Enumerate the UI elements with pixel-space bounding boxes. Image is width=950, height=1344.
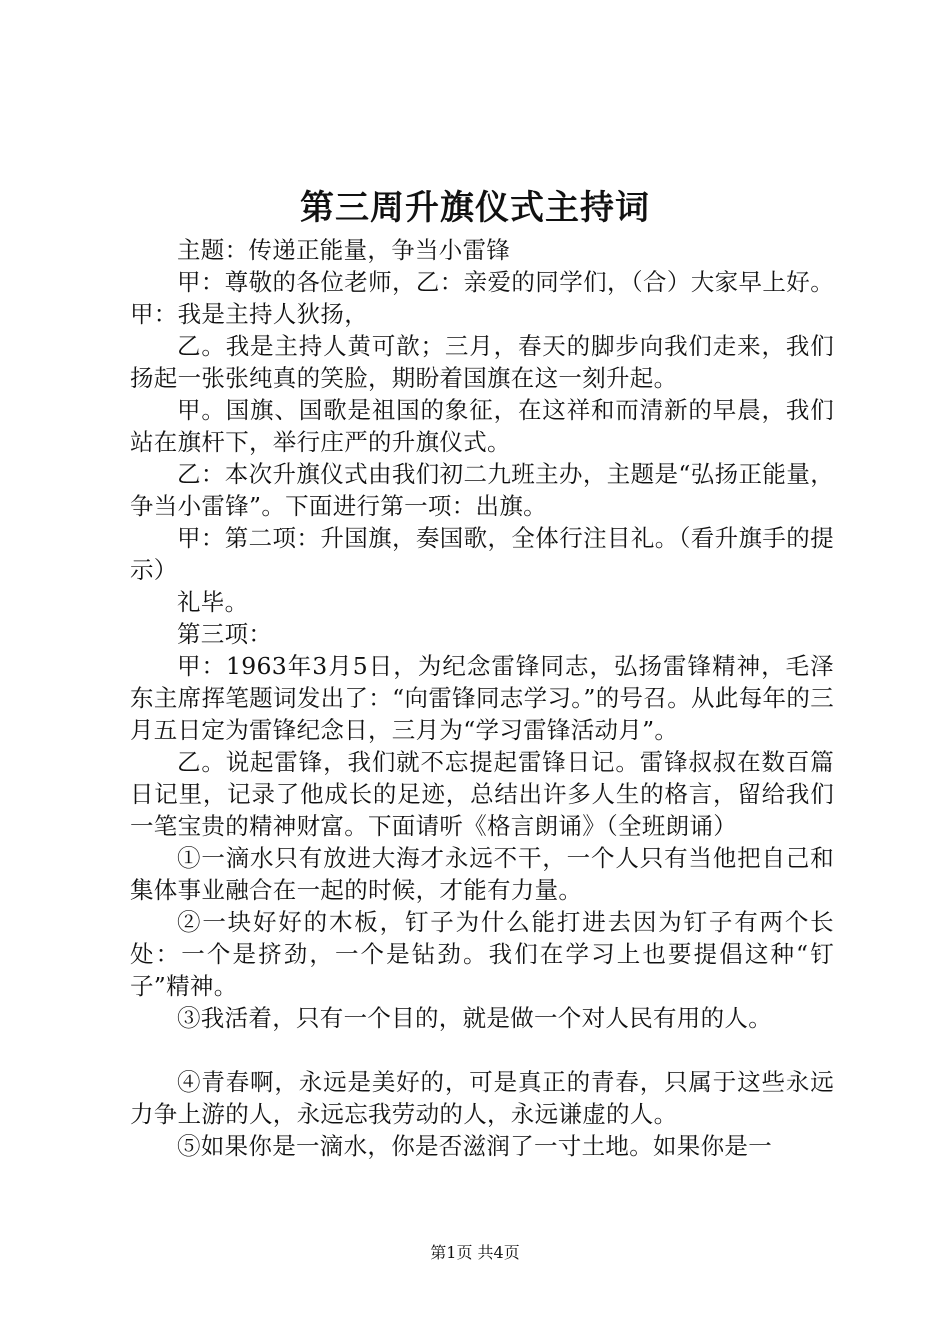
paragraph-quote-1: ①一滴水只有放进大海才永远不干，一个人只有当他把自己和集体事业融合在一起的时候，才能有力量。 [130, 844, 834, 904]
paragraph-flag-anthem: 甲。国旗、国歌是祖国的象征，在这祥和而清新的早晨，我们站在旗杆下，举行庄严的升旗仪式。 [130, 396, 834, 456]
paragraph-quote-2: ②一块好好的木板，钉子为什么能打进去因为钉子有两个长处：一个是挤劲，一个是钻劲。我们在学习上也要提倡这种“钉子”精神。 [130, 908, 834, 1000]
paragraph-lei-feng-history: 甲：1963年3月5日，为纪念雷锋同志，弘扬雷锋精神，毛泽东主席挥笔题词发出了：“向雷锋同志学习。”的号召。从此每年的三月五日定为雷锋纪念日，三月为“学习雷锋活动月”。 [130, 652, 834, 744]
paragraph-item-three: 第三项： [177, 620, 273, 648]
blank-line [130, 1034, 834, 1066]
document-title: 第三周升旗仪式主持词 [300, 188, 650, 228]
page-footer: 第1页 共4页 [430, 1243, 520, 1262]
paragraph-quote-3: ③我活着，只有一个目的，就是做一个对人民有用的人。 [177, 1004, 772, 1032]
paragraph-host-intro: 乙。我是主持人黄可歆；三月，春天的脚步向我们走来，我们扬起一张张纯真的笑脸，期盼着国旗在这一刻升起。 [130, 332, 834, 392]
paragraph-item-two: 甲：第二项：升国旗，奏国歌，全体行注目礼。（看升旗手的提示） [130, 524, 834, 584]
paragraph-quote-5: ⑤如果你是一滴水，你是否滋润了一寸土地。如果你是一 [177, 1132, 772, 1160]
paragraph-salute-done: 礼毕。 [177, 588, 249, 616]
paragraph-greeting: 甲：尊敬的各位老师，乙：亲爱的同学们，（合）大家早上好。甲：我是主持人狄扬， [130, 268, 834, 328]
paragraph-quote-4: ④青春啊，永远是美好的，可是真正的青春，只属于这些永远力争上游的人，永远忘我劳动的人，永远谦虚的人。 [130, 1068, 834, 1128]
paragraph-diary: 乙。说起雷锋，我们就不忘提起雷锋日记。雷锋叔叔在数百篇日记里，记录了他成长的足迹，总结出许多人生的格言，留给我们一笔宝贵的精神财富。下面请听《格言朗诵》（全班朗诵） [130, 748, 834, 840]
paragraph-organizer: 乙：本次升旗仪式由我们初二九班主办，主题是“弘扬正能量，争当小雷锋”。下面进行第一项：出旗。 [130, 460, 834, 520]
document-body [130, 234, 834, 1162]
paragraph-theme: 主题：传递正能量，争当小雷锋 [177, 236, 511, 264]
